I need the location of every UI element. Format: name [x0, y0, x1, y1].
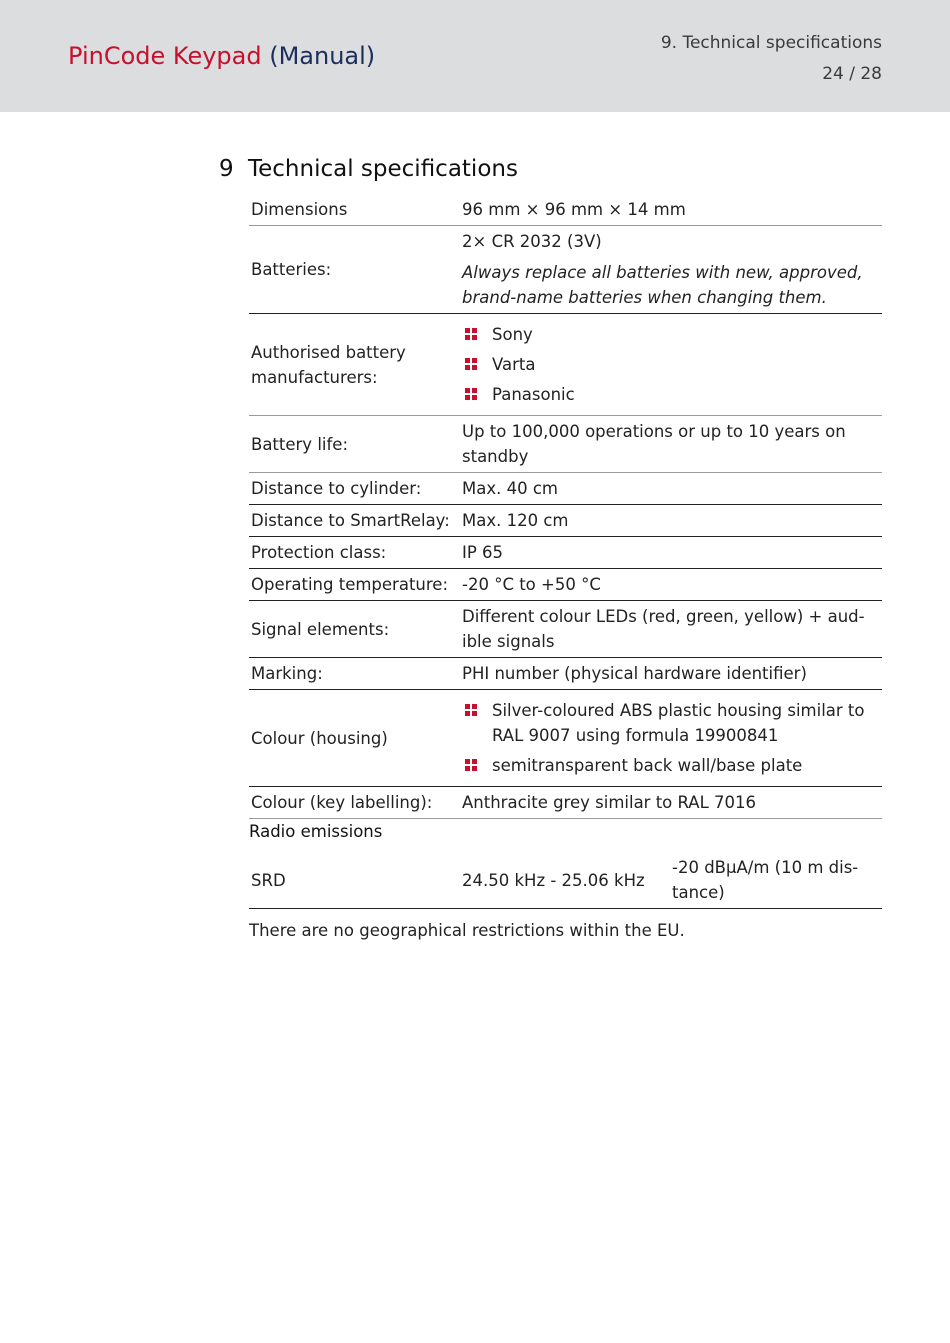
list-item-text: Sony: [492, 325, 533, 344]
spec-row-battery-life: [249, 416, 882, 473]
list-item: [462, 322, 880, 347]
bullet-icon: [465, 388, 477, 400]
bullet-icon: [465, 358, 477, 370]
radio-band: 24.50 kHz - 25.06 kHz: [462, 870, 645, 890]
spec-label: Distance to cylinder:: [251, 479, 422, 498]
brand-manual: (Manual): [269, 42, 376, 70]
list-item: [462, 753, 880, 778]
spec-label: Colour (key labelling):: [251, 793, 433, 812]
spec-label: Signal elements:: [251, 619, 390, 639]
spec-value: Different colour LEDs (red, green, yellow) + aud-ible signals: [462, 607, 865, 651]
radio-emissions-title: Radio emissions: [249, 822, 383, 841]
spec-table: [249, 194, 882, 819]
spec-label: Protection class:: [251, 543, 387, 562]
list-item-text: Panasonic: [492, 385, 575, 404]
spec-value: Anthracite grey similar to RAL 7016: [462, 793, 757, 812]
spec-value-cell: [460, 226, 882, 314]
section-title-text: Technical specifications: [248, 156, 518, 182]
spec-value: 2× CR 2032 (3V): [462, 232, 602, 251]
spec-row-batteries: [249, 226, 882, 314]
spec-value: Up to 100,000 operations or up to 10 years on standby: [462, 422, 846, 466]
radio-level: -20 dBµA/m (10 m dis-tance): [672, 858, 859, 902]
spec-label: Colour (housing): [251, 728, 388, 748]
spec-value-cell: [460, 314, 882, 416]
spec-row-dimensions: [249, 194, 882, 226]
list-item-text: semitransparent back wall/base plate: [492, 756, 803, 775]
spec-label: Battery life:: [251, 434, 349, 454]
spec-label: Marking:: [251, 664, 323, 683]
spec-label: Distance to SmartRelay:: [251, 511, 450, 530]
list-item: [462, 352, 880, 377]
spec-row-distance-cylinder: [249, 473, 882, 505]
spec-row-colour-housing: [249, 690, 882, 787]
header-meta: [661, 28, 882, 90]
list-item: [462, 698, 880, 748]
bullet-icon: [465, 328, 477, 340]
bullet-icon: [465, 704, 477, 716]
battery-note: Always replace all batteries with new, approved, brand-name batteries when changing them.: [462, 263, 863, 307]
radio-type: SRD: [251, 870, 286, 890]
list-item-text: Silver-coloured ABS plastic housing similar to RAL 9007 using formula 19900841: [492, 701, 865, 745]
spec-row-distance-smartrelay: [249, 505, 882, 537]
section-number: 9: [219, 156, 234, 182]
chapter-label: 9. Technical specifications: [660, 33, 882, 53]
spec-label: Authorised battery manufacturers:: [251, 342, 406, 387]
spec-row-protection: [249, 537, 882, 569]
brand-product: PinCode Keypad: [68, 42, 262, 70]
eu-note: There are no geographical restrictions within the EU.: [249, 921, 685, 940]
bullet-icon: [465, 759, 477, 771]
spec-value: PHI number (physical hardware identifier): [462, 664, 807, 683]
radio-table: [249, 852, 882, 909]
spec-row-manufacturers: [249, 314, 882, 416]
spec-row-marking: [249, 658, 882, 690]
list-item-text: Varta: [492, 355, 536, 374]
spec-value: Max. 40 cm: [462, 479, 558, 498]
spec-row-signal: [249, 601, 882, 658]
section-title: [219, 156, 518, 182]
spec-value: Max. 120 cm: [462, 511, 569, 530]
radio-row: [249, 852, 882, 909]
page-number: 24 / 28: [822, 64, 882, 84]
spec-value: IP 65: [462, 543, 504, 562]
spec-value: -20 °C to +50 °C: [462, 575, 601, 594]
list-item: [462, 382, 880, 407]
page-header: [0, 0, 950, 112]
spec-label: Operating temperature:: [251, 575, 449, 594]
spec-value-cell: [460, 690, 882, 787]
brand-title: [68, 42, 375, 70]
spec-label: Dimensions: [251, 200, 348, 219]
spec-row-temperature: [249, 569, 882, 601]
spec-row-colour-key: [249, 787, 882, 819]
spec-label: Batteries:: [251, 260, 332, 279]
spec-value: 96 mm × 96 mm × 14 mm: [462, 200, 686, 219]
